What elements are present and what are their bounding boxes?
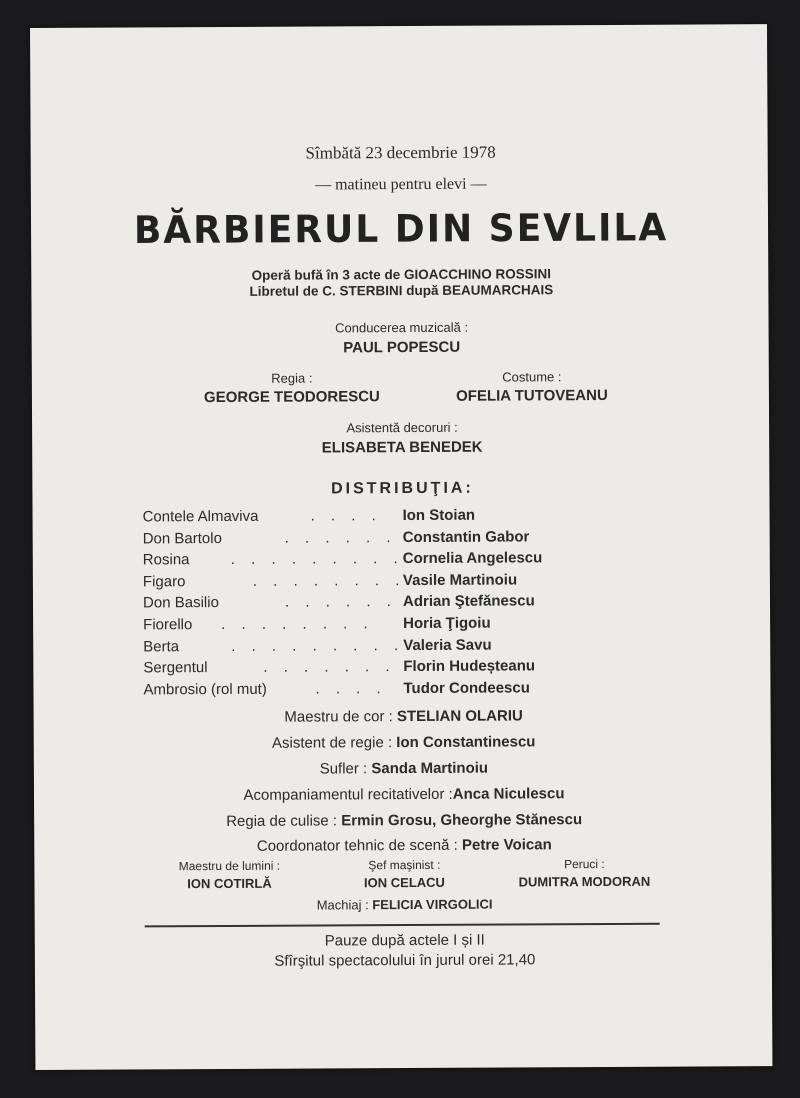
cast-role: Sergentul: [143, 659, 208, 677]
cast-role: Contele Almaviva: [142, 507, 259, 526]
cast-actor: Ion Stoian: [402, 506, 476, 525]
cast-dots: . . . . . .: [284, 528, 397, 547]
cast-list: [143, 506, 664, 703]
cast-actor: Adrian Ştefănescu: [402, 592, 535, 611]
cast-actor: Horia Ţigoiu: [403, 614, 491, 633]
end-time-note: Sfîrşitul spectacolului în jurul orei 21,40: [274, 951, 536, 970]
director-role: Regia :: [271, 370, 313, 386]
cast-dots: . . . . . . .: [263, 658, 396, 676]
cast-row: [143, 678, 663, 702]
opera-subtitle: Operă bufă în 3 acte de GIOACCHINO ROSSINI: [251, 266, 551, 283]
cast-row: [143, 527, 663, 551]
assistant-director-name: Ion Constantinescu: [396, 733, 536, 752]
cast-dots: . . . .: [310, 507, 382, 525]
cast-actor: Valeria Savu: [403, 636, 492, 654]
cast-dots: . . . . . . . .: [252, 571, 406, 590]
chief-machinist-name: ION CELACU: [363, 874, 445, 891]
makeup-role: Machiaj :: [316, 897, 369, 913]
set-assistant-name: ELISABETA BENEDEK: [321, 438, 483, 457]
technical-coordinator-role: Coordonator tehnic de scenă :: [256, 836, 458, 855]
recitative-accompaniment-name: Anca Niculescu: [452, 785, 565, 803]
divider-rule: [145, 923, 660, 928]
cast-row: [143, 592, 663, 616]
cast-actor: Florin Hudeșteanu: [403, 657, 536, 676]
cast-role: Don Bartolo: [142, 529, 222, 548]
cast-dots: . . . . . .: [284, 593, 397, 612]
costumes-role: Costume :: [502, 369, 562, 385]
backstage-direction-role: Regia de culise :: [226, 812, 338, 830]
cast-dots: . . . . . . . . .: [231, 636, 405, 655]
backstage-direction-line: [34, 810, 774, 831]
technical-coordinator-name: Petre Voican: [461, 836, 552, 854]
chorus-master-line: [34, 706, 774, 727]
opera-title: BĂRBIERUL DIN SEVLILA: [133, 206, 669, 253]
matinee-note: — matineu pentru elevi —: [315, 175, 487, 194]
assistant-director-role: Asistent de regie :: [271, 734, 393, 752]
chief-machinist-role: Şef maşinist :: [368, 857, 441, 873]
costumes-name: OFELIA TUTOVEANU: [456, 386, 608, 405]
lighting-master-name: ION COTIRLĂ: [187, 875, 272, 892]
technical-coordinator-line: [34, 835, 774, 856]
cast-row: [143, 549, 663, 573]
makeup-line: [35, 895, 775, 914]
cast-role: Rosina: [142, 551, 190, 569]
cast-row: [143, 635, 663, 659]
cast-dots: . . . . . . . .: [221, 615, 374, 633]
cast-heading: DISTRIBUŢIA:: [331, 479, 474, 498]
director-name: GEORGE TEODORESCU: [203, 388, 380, 407]
program-sheet: [30, 24, 772, 1070]
recitative-accompaniment-line: [34, 784, 774, 805]
backstage-direction-name: Ermin Grosu, Gheorghe Stănescu: [341, 811, 583, 830]
performance-date: Sîmbătă 23 decembrie 1978: [305, 142, 496, 163]
lighting-master-role: Maestru de lumini :: [178, 858, 281, 874]
cast-role: Ambrosio (rol mut): [143, 680, 267, 699]
conductor-name: PAUL POPESCU: [343, 338, 461, 357]
cast-actor: Constantin Gabor: [402, 527, 530, 546]
cast-dots: . . . . . . . . .: [230, 550, 404, 569]
chorus-master-name: STELIAN OLARIU: [396, 707, 523, 726]
cast-role: Fiorello: [143, 616, 193, 634]
cast-actor: Vasile Martinoiu: [402, 571, 518, 589]
libretto-credit: Libretul de C. STERBINI după BEAUMARCHAIS: [249, 282, 554, 299]
cast-role: Berta: [143, 637, 180, 655]
cast-row: [143, 657, 663, 681]
wigs-role: Peruci :: [564, 857, 605, 872]
makeup-name: FELICIA VIRGOLICI: [372, 896, 493, 913]
prompter-line: [34, 758, 774, 779]
conductor-role: Conducerea muzicală :: [335, 319, 469, 336]
wigs-name: DUMITRA MODORAN: [518, 873, 651, 890]
cast-role: Figaro: [142, 572, 186, 591]
recitative-accompaniment-role: Acompaniamentul recitativelor :: [243, 785, 453, 804]
chorus-master-role: Maestru de cor :: [284, 708, 393, 726]
prompter-name: Sanda Martinoiu: [371, 759, 489, 778]
cast-actor: Tudor Condeescu: [403, 679, 530, 697]
cast-row: [143, 570, 663, 594]
cast-role: Don Basilio: [142, 594, 219, 612]
cast-row: [143, 614, 663, 638]
cast-actor: Cornelia Angelescu: [402, 549, 543, 568]
cast-dots: . . . .: [315, 679, 387, 698]
set-assistant-role: Asistentă decoruri :: [346, 419, 458, 436]
assistant-director-line: [34, 732, 774, 753]
prompter-role: Sufler :: [319, 760, 368, 778]
cast-row: [143, 506, 663, 530]
intermission-note: Pauze după actele I și II: [324, 931, 485, 950]
